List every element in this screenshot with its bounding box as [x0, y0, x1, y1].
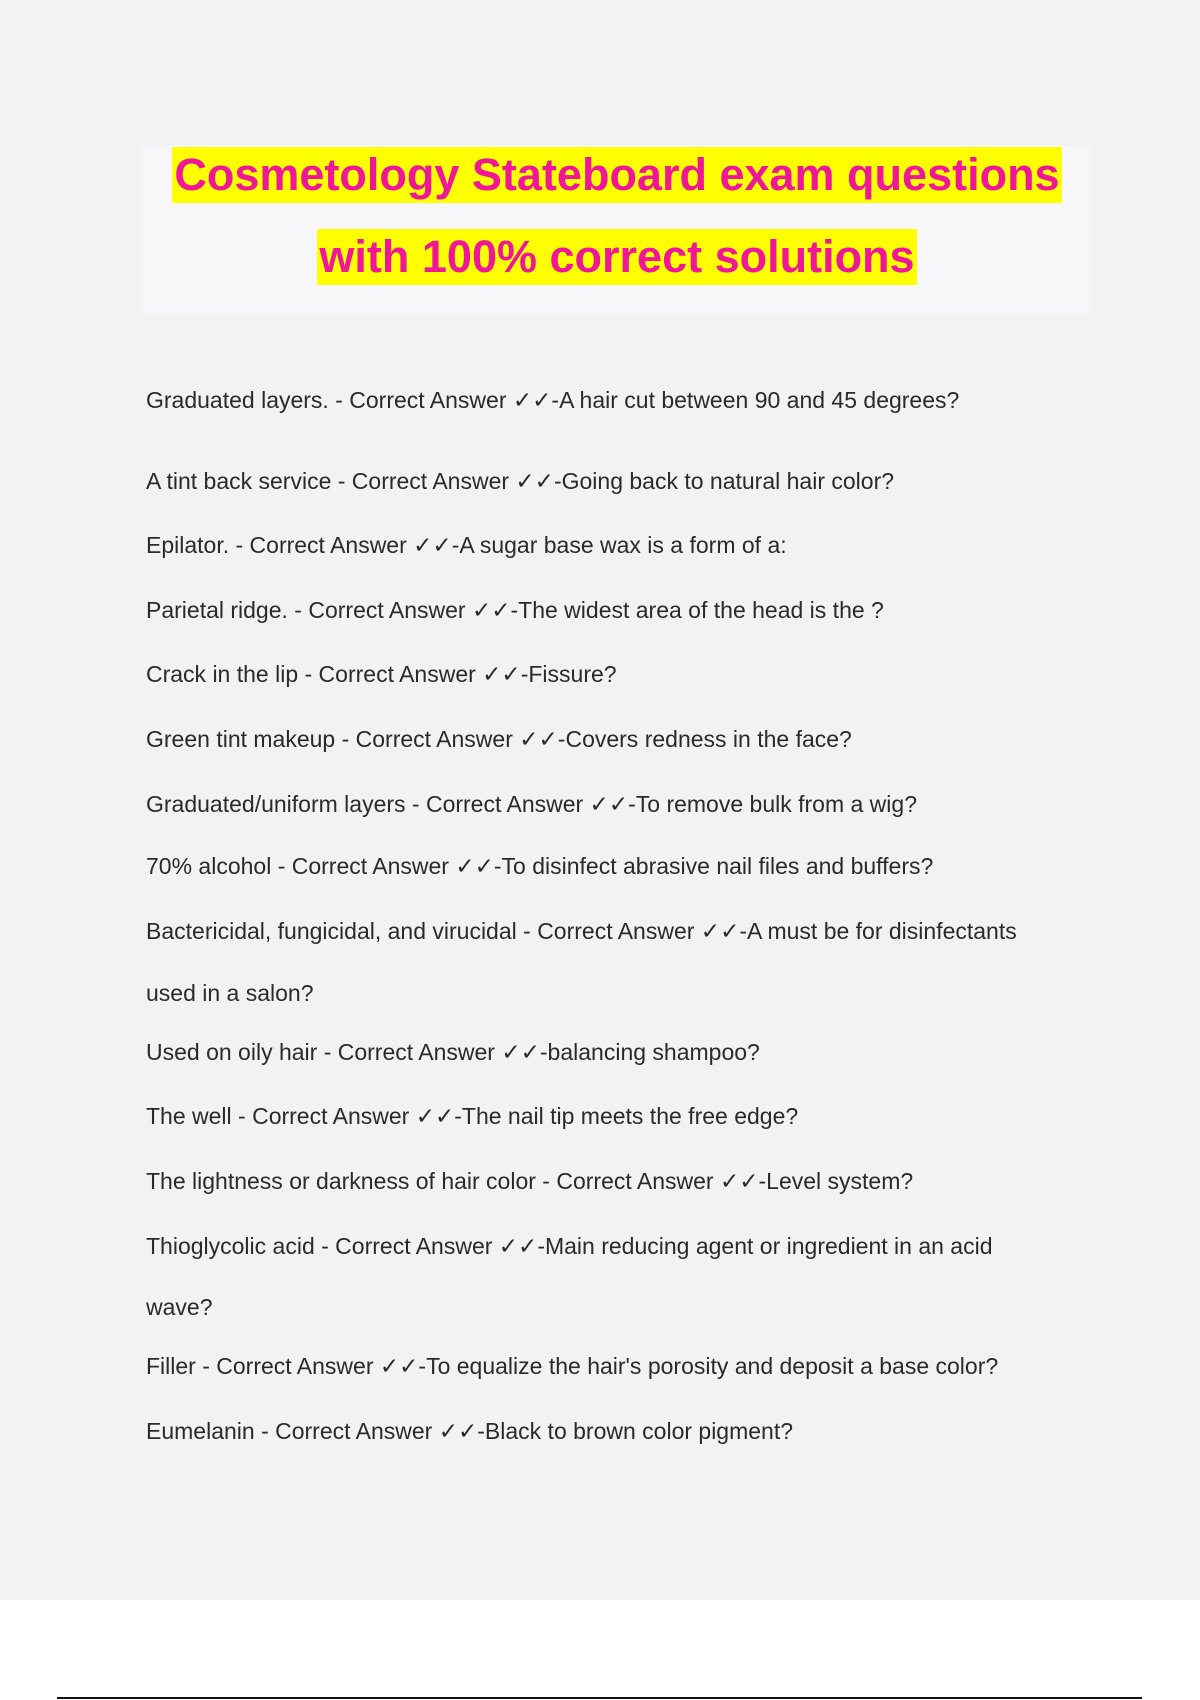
- qa-item: Epilator. - Correct Answer ✓✓-A sugar base wax is a form of a:: [146, 532, 787, 558]
- qa-item: The well - Correct Answer ✓✓-The nail tip meets the free edge?: [146, 1103, 799, 1129]
- qa-item: A tint back service - Correct Answer ✓✓-Going back to natural hair color?: [146, 468, 895, 494]
- qa-item-continuation: wave?: [146, 1294, 213, 1320]
- page-title-line-1: Cosmetology Stateboard exam questions: [172, 147, 1061, 203]
- qa-item: Green tint makeup - Correct Answer ✓✓-Covers redness in the face?: [146, 726, 852, 752]
- qa-item: Eumelanin - Correct Answer ✓✓-Black to brown color pigment?: [146, 1418, 794, 1444]
- qa-item: Thioglycolic acid - Correct Answer ✓✓-Main reducing agent or ingredient in an acid: [146, 1233, 993, 1259]
- page-title-line-2: with 100% correct solutions: [317, 229, 916, 285]
- qa-item: The lightness or darkness of hair color - Correct Answer ✓✓-Level system?: [146, 1168, 914, 1194]
- qa-item-continuation: used in a salon?: [146, 980, 314, 1006]
- qa-item: Crack in the lip - Correct Answer ✓✓-Fissure?: [146, 661, 617, 687]
- qa-item: 70% alcohol - Correct Answer ✓✓-To disinfect abrasive nail files and buffers?: [146, 853, 934, 879]
- qa-item: Filler - Correct Answer ✓✓-To equalize the hair's porosity and deposit a base color?: [146, 1353, 999, 1379]
- qa-item: Graduated layers. - Correct Answer ✓✓-A hair cut between 90 and 45 degrees?: [146, 387, 960, 413]
- qa-item: Bactericidal, fungicidal, and virucidal - Correct Answer ✓✓-A must be for disinfectants: [146, 918, 1017, 944]
- qa-item: Graduated/uniform layers - Correct Answer ✓✓-To remove bulk from a wig?: [146, 791, 917, 817]
- qa-item: Used on oily hair - Correct Answer ✓✓-balancing shampoo?: [146, 1039, 760, 1065]
- footer-divider: [57, 1697, 1142, 1699]
- qa-item: Parietal ridge. - Correct Answer ✓✓-The widest area of the head is the ?: [146, 597, 884, 623]
- page-footer: [0, 1600, 1200, 1700]
